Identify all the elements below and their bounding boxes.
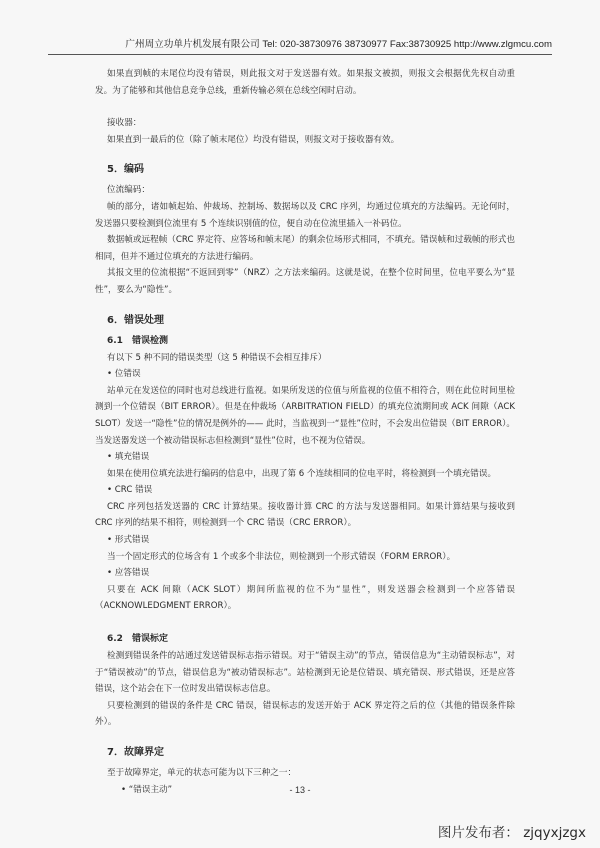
section-5-subtitle: 位流编码：: [107, 185, 150, 196]
section-7-bullet: • “错误主动”: [121, 784, 173, 795]
section-6-1-title: 6.1 错误检测: [107, 335, 168, 346]
stuff-error-title: • 填充错误: [107, 452, 150, 463]
stuff-error-text: 如果在使用位填充法进行编码的信息中，出现了第 6 个连续相同的位电平时，将检测到一个填充错误。: [107, 468, 497, 479]
publisher-watermark: 图片发布者： zjqyxjzgx: [437, 825, 586, 841]
crc-error-title: • CRC 错误: [107, 485, 153, 496]
form-error-text: 当一个固定形式的位场含有 1 个或多个非法位，则检测到一个形式错误（FORM ERROR）。: [107, 551, 456, 562]
section-6-title: 6．错误处理: [107, 314, 164, 326]
section-6-2-title: 6.2 错误标定: [107, 634, 168, 645]
page-content: [95, 66, 515, 798]
bit-error-title: • 位错误: [107, 369, 141, 380]
section-6-1-intro: 有以下 5 种不同的错误类型（这 5 种错误不会相互排斥）: [107, 352, 327, 363]
form-error-title: • 形式错误: [107, 535, 150, 546]
receiver-text: 如果直到一最后的位（除了帧末尾位）均没有错误，则报文对于接收器有效。: [107, 134, 400, 145]
paragraph-retransmit: 如果直到帧的末尾位均没有错误，则此报文对于发送器有效。如果报文被损，则报文会根据优先权自动重发。为了能够和其他信息竞争总线，重新传输必须在总线空闲时启动。: [95, 69, 515, 96]
receiver-label: 接收器：: [107, 118, 142, 129]
section-5-paragraph-1: 帧的部分，诸如帧起始、仲裁场、控制场、数据场以及 CRC 序列，均通过位填充的方法编码。无论何时，发送器只要检测到位流里有 5 个连续识别值的位，便自动在位流里插入一补码位。: [95, 201, 515, 229]
section-6-2-paragraph-2: 只要检测到的错误的条件是 CRC 错误，错误标志的发送开始于 ACK 界定符之后的位（其他的错误条件除外）。: [95, 700, 515, 728]
page-header: 广州周立功单片机发展有限公司 Tel: 020-38730976 38730977 Fax:38730925 http://www.zlgmcu.com: [48, 38, 552, 55]
section-7-paragraph-1: 至于故障界定，单元的状态可能为以下三种之一：: [107, 768, 297, 778]
ack-error-title: • 应答错误: [107, 568, 150, 579]
section-6-2-paragraph-1: 检测到错误条件的站通过发送错误标志指示错误。对于“错误主动”的节点，错误信息为“主动错误标志”，对于“错误被动”的节点，错误信息为“被动错误标志”。站检测到无论是位错误、填充错误、形式错误，还是应答错误，这个站会在下一位时发出错误标志信息。: [95, 651, 515, 695]
section-5-title: 5．编码: [107, 164, 144, 176]
section-5-paragraph-3: 其报文里的位流根据“不返回到零”（NRZ）之方法来编码。这就是说，在整个位时间里，位电平要么为“显性”，要么为“隐性”。: [95, 268, 515, 295]
page-number: - 13 -: [289, 785, 311, 795]
ack-error-text: 只要在 ACK 间隙（ACK SLOT）期间所监视的位不为“显性”，则发送器会检测到一个应答错误（ACKNOWLEDGMENT ERROR）。: [95, 584, 515, 612]
section-7-title: 7．故障界定: [107, 747, 164, 758]
bit-error-text: 站单元在发送位的同时也对总线进行监视。如果所发送的位值与所监视的位值不相符合，则在此位时间里检测到一个位错误（BIT ERROR）。但是在仲裁场（ARBITRATION FIELD）的填充位流期间或 ACK 间隙（ACK SLOT）发送一“隐性”位的情况是例外的—— 此时，当监视到一“显性”位时，不会发出位错误（BIT ERROR）。当发送器发送一个被动错误标志但检测到“显性”位时，也不视为位错误。: [95, 385, 515, 446]
crc-error-text: CRC 序列包括发送器的 CRC 计算结果。接收器计算 CRC 的方法与发送器相同。如果计算结果与接收到 CRC 序列的结果不相符，则检测到一个 CRC 错误（CRC ERROR）。: [95, 501, 515, 529]
section-5-paragraph-2: 数据帧或远程帧（CRC 界定符、应答场和帧末尾）的剩余位场形式相同，不填充。错误帧和过载帧的形式也相同，但并不通过位填充的方法进行编码。: [95, 235, 515, 262]
